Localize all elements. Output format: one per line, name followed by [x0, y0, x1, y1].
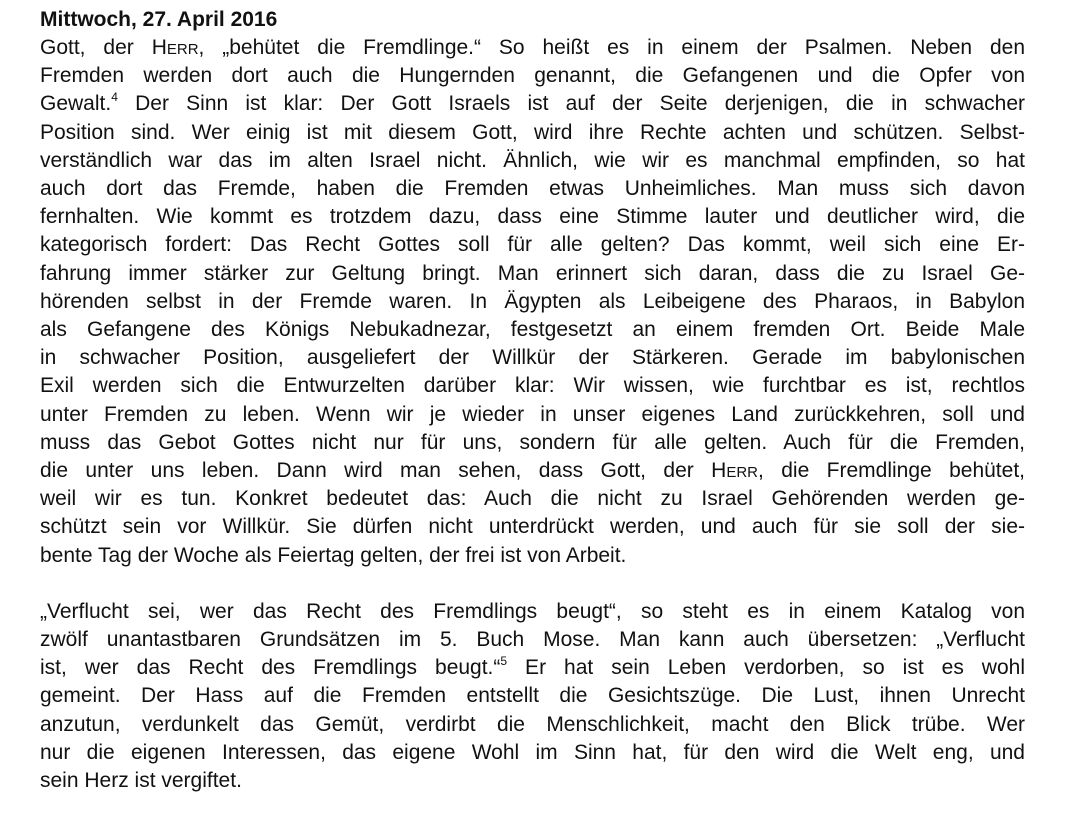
text-line: als Gefangene des Königs Nebukadnezar, festgesetzt an einem fremden Ort. Beide Male: [40, 318, 1025, 342]
footnote-marker: 4: [111, 90, 118, 105]
text-line: anzutun, verdunkelt das Gemüt, verdirbt die Menschlichkeit, macht den Blick trübe. Wer: [40, 712, 1025, 736]
text-segment: ist, wer das Recht des Fremdlings beugt.“: [40, 656, 501, 680]
text-segment: Er hat sein Leben verdorben, so ist es wohl: [507, 656, 1025, 680]
paragraph-1: [40, 34, 1025, 570]
text-line: auch dort das Fremde, haben die Fremden etwas Unheimliches. Man muss sich davon: [40, 177, 1025, 201]
text-line: muss das Gebot Gottes nicht nur für uns, sondern für alle gelten. Auch für die Fremden,: [40, 430, 1025, 454]
text-line: sein Herz ist vergiftet.: [40, 769, 242, 793]
text-line: [40, 90, 1025, 118]
text-line: schützt sein vor Willkür. Sie dürfen nicht unterdrückt werden, und auch für sie soll der sie-: [40, 515, 1025, 539]
text-line: bente Tag der Woche als Feiertag gelten, der frei ist von Arbeit.: [40, 543, 627, 567]
text-line: unter Fremden zu leben. Wenn wir je wieder in unser eigenes Land zurückkehren, soll und: [40, 402, 1025, 426]
text-segment: Gott, der: [40, 36, 134, 59]
paragraph-gap: [40, 570, 1025, 598]
text-segment: die unter uns leben. Dann wird man sehen, dass Gott, der: [40, 459, 694, 483]
text-line: zwölf unantastbaren Grundsätzen im 5. Buch Mose. Man kann auch übersetzen: „Verflucht: [40, 628, 1025, 652]
footnote-marker: 5: [500, 654, 508, 669]
small-caps-lord: Herr: [711, 459, 758, 483]
text-line: „Verflucht sei, wer das Recht des Fremdlings beugt“, so steht es in einem Katalog von: [40, 599, 1025, 623]
text-line: Exil werden sich die Entwurzelten darüber klar: Wir wissen, wie furchtbar es ist, rechtlos: [40, 374, 1025, 398]
text-line: [40, 457, 1025, 485]
small-caps-lord: Herr: [151, 36, 199, 59]
text-line: gemeint. Der Hass auf die Fremden entstellt die Gesichtszüge. Die Lust, ihnen Unrecht: [40, 684, 1025, 708]
text-line: kategorisch fordert: Das Recht Gottes soll für alle gelten? Das kommt, weil sich eine Er-: [40, 233, 1025, 257]
text-line: fernhalten. Wie kommt es trotzdem dazu, dass eine Stimme lauter und deutlicher wird, die: [40, 205, 1025, 229]
text-line: hörenden selbst in der Fremde waren. In Ägypten als Leibeigene des Pharaos, in Babylon: [40, 289, 1025, 313]
date-heading: Mittwoch, 27. April 2016: [40, 8, 278, 31]
text-segment: Gewalt.: [40, 92, 112, 116]
text-segment: , die Fremdlinge behütet,: [758, 459, 1025, 483]
text-segment: Der Sinn ist klar: Der Gott Israels ist auf der Seite derjenigen, die in schwacher: [117, 92, 1025, 116]
text-line: [40, 34, 1025, 62]
text-segment: , „behütet die Fremdlinge.“ So heißt es in einem der Psalmen. Neben den: [198, 36, 1026, 59]
text-line: weil wir es tun. Konkret bedeutet das: Auch die nicht zu Israel Gehörenden werden ge-: [40, 487, 1025, 511]
text-line: verständlich war das im alten Israel nicht. Ähnlich, wie wir es manchmal empfinden, so hat: [40, 148, 1025, 172]
text-line: nur die eigenen Interessen, das eigene Wohl im Sinn hat, für den wird die Welt eng, und: [40, 740, 1025, 764]
document-page: [40, 6, 1025, 795]
text-line: Fremden werden dort auch die Hungernden genannt, die Gefangenen und die Opfer von: [40, 64, 1025, 88]
paragraph-2: [40, 598, 1025, 795]
text-line: fahrung immer stärker zur Geltung bringt. Man erinnert sich daran, dass die zu Israel Ge-: [40, 261, 1025, 285]
text-line: [40, 654, 1025, 682]
text-line: in schwacher Position, ausgeliefert der Willkür der Stärkeren. Gerade im babylonischen: [40, 346, 1025, 370]
text-line: Position sind. Wer einig ist mit diesem Gott, wird ihre Rechte achten und schützen. Selbst-: [40, 120, 1025, 144]
